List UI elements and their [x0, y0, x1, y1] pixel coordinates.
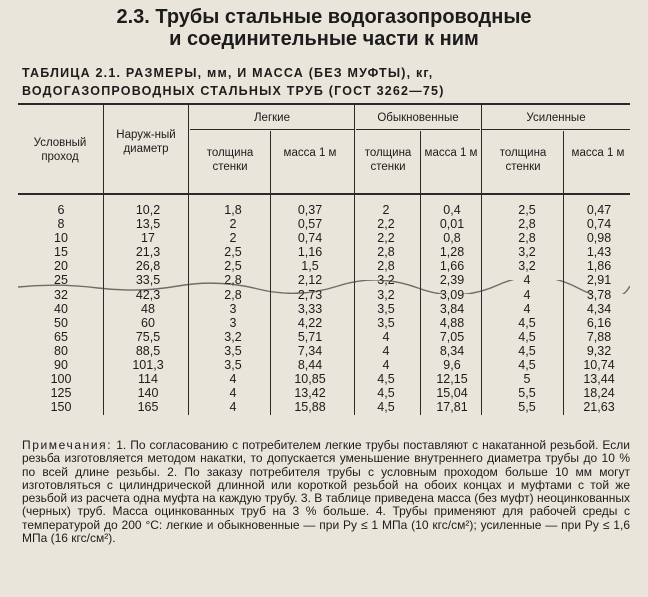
table-cell: 15 [54, 245, 68, 260]
table-cell: 3,5 [377, 315, 395, 330]
table-cell: 75,5 [135, 329, 161, 344]
section-title-line2: и соединительные части к ним [169, 28, 479, 50]
table-cell: 9,6 [443, 358, 461, 373]
table-cell: 1,86 [586, 259, 612, 274]
table-cell: 3,33 [297, 301, 323, 316]
table-cell: 32 [54, 287, 68, 302]
table-cell: 100 [50, 372, 72, 387]
table-cell: 2,12 [297, 273, 323, 288]
table-cell: 90 [54, 358, 68, 373]
table-cell: 50 [54, 315, 68, 330]
column-ordinary-mass [426, 203, 478, 414]
table-cell: 2,2 [377, 217, 395, 232]
table-cell: 7,88 [586, 329, 612, 344]
table-cell: 2,91 [586, 273, 612, 288]
column-reinforced-mass [572, 203, 626, 414]
table-cell: 60 [141, 315, 155, 330]
table-cell: 3,5 [224, 358, 242, 373]
table-cell: 4 [229, 372, 237, 387]
table-cell: 2,8 [518, 217, 536, 232]
table-cell: 150 [50, 400, 72, 415]
table-cell: 88,5 [135, 343, 161, 358]
header-bottom-rule [18, 193, 630, 195]
table-cell: 2,8 [518, 231, 536, 246]
table-cell: 17,81 [436, 400, 468, 415]
table-cell: 13,44 [583, 372, 615, 387]
table-cell: 114 [138, 372, 158, 387]
column-outer-diameter [118, 203, 178, 414]
table-cell: 3,2 [377, 287, 395, 302]
table-cell: 40 [54, 301, 68, 316]
group-underline-light [190, 129, 354, 130]
notes-text: 1. По согласованию с потребителем легкие трубы поставляют с накатанной резьбой. Если резьба изготовляется методом накатки, то допускается уменьшение внутреннего диаметра трубы до 10 % по всей длине резьбы. 2. По заказу потребителя трубы с условным проходом больше 10 мм могут изготовляться с цилиндрической длинной или короткой резьбой на обоих концах и муфтами с той же резьбой из расчета одна муфта на каждую трубу. 3. В таблице приведена масса (без муфт) неоцинкованных (черных) труб. Масса оцинкованных труб на 3 % больше. 4. Трубы применяют для рабочей среды с температурой до 200 °С: легкие и обыкновенные — при Pу ≤ 1 МПа (10 кгс/см²); усиленные — при Pу ≤ 1,6 МПа (16 кгс/см²). [22, 438, 630, 546]
column-light-mass [280, 203, 340, 414]
table-cell: 21,3 [135, 245, 161, 260]
table-cell: 4 [382, 343, 390, 358]
table-cell: 165 [137, 400, 159, 415]
group-underline-reinforced [482, 129, 630, 130]
table-cell: 48 [141, 301, 155, 316]
table-cell: 140 [137, 386, 159, 401]
section-title-line1: 2.3. Трубы стальные водогазопроводные [116, 6, 532, 28]
table-cell: 3,2 [518, 245, 536, 260]
column-nominal-bore [38, 203, 84, 414]
table-cell: 17 [141, 231, 155, 246]
table-cell: 2,73 [297, 287, 323, 302]
table-cell: 80 [54, 343, 68, 358]
table-cell: 25 [54, 273, 68, 288]
table-cell: 3,78 [586, 287, 612, 302]
table-cell: 10,74 [583, 358, 615, 373]
table-cell: 42,3 [135, 287, 161, 302]
vline-7 [563, 131, 564, 415]
table-top-rule [18, 103, 630, 105]
table-cell: 1,66 [439, 259, 465, 274]
vline-4 [354, 105, 355, 415]
table-cell: 0,4 [443, 203, 461, 217]
header-reinforced-mass: масса 1 м [571, 147, 625, 159]
table-cell: 125 [50, 386, 72, 401]
header-outer-diameter: Наруж-ный диаметр [116, 129, 176, 155]
table-cell: 2 [229, 217, 237, 232]
table-cell: 5,5 [518, 386, 536, 401]
table-cell: 7,05 [439, 329, 465, 344]
table-cell: 3,2 [224, 329, 242, 344]
table-cell: 4 [229, 400, 237, 415]
notes-paragraph [22, 439, 630, 545]
table-cell: 2,39 [439, 273, 465, 288]
vline-5 [420, 131, 421, 415]
table-cell: 8 [57, 217, 65, 232]
vline-3 [270, 131, 271, 415]
table-cell: 1,43 [586, 245, 612, 260]
table-cell: 3,2 [377, 273, 395, 288]
header-group-ordinary: Обыкновенные [377, 112, 459, 124]
table-cell: 18,24 [583, 386, 615, 401]
table-cell: 2,8 [224, 287, 242, 302]
table-cell: 7,34 [297, 343, 323, 358]
header-group-reinforced: Усиленные [526, 112, 586, 124]
table-cell: 10,85 [294, 372, 326, 387]
table-cell: 21,63 [583, 400, 615, 415]
header-light-mass: масса 1 м [283, 147, 337, 159]
table-cell: 0,47 [586, 203, 612, 217]
table-cell: 9,32 [586, 343, 612, 358]
table-cell: 2,5 [518, 203, 536, 217]
table-cell: 0,01 [439, 217, 465, 232]
table-cell: 4,88 [439, 315, 465, 330]
table-caption-line2: ВОДОГАЗОПРОВОДНЫХ СТАЛЬНЫХ ТРУБ (ГОСТ 3262—75) [22, 84, 445, 98]
table-cell: 0,8 [443, 231, 461, 246]
table-cell: 4,5 [518, 315, 536, 330]
table-cell: 2 [382, 203, 390, 217]
table-cell: 2,8 [377, 259, 395, 274]
table-cell: 0,74 [297, 231, 323, 246]
table-cell: 8,44 [297, 358, 323, 373]
table-cell: 2 [229, 231, 237, 246]
table-cell: 10 [54, 231, 68, 246]
table-cell: 13,5 [135, 217, 161, 232]
table-caption-line1: ТАБЛИЦА 2.1. РАЗМЕРЫ, мм, И МАССА (БЕЗ МУФТЫ), кг, [22, 66, 434, 80]
table-cell: 4 [382, 358, 390, 373]
group-underline-ordinary [356, 129, 480, 130]
header-group-light: Легкие [254, 112, 290, 124]
table-cell: 20 [54, 259, 68, 274]
table-cell: 3 [229, 301, 237, 316]
table-cell: 10,2 [135, 203, 161, 217]
table-cell: 4,5 [377, 372, 395, 387]
header-nominal-bore: Условный проход [33, 137, 87, 163]
table-cell: 1,28 [439, 245, 465, 260]
table-cell: 0,74 [586, 217, 612, 232]
table-cell: 4 [229, 386, 237, 401]
table-cell: 3 [229, 315, 237, 330]
table-cell: 4,34 [586, 301, 612, 316]
paper-crease [18, 280, 630, 294]
table-cell: 3,5 [224, 343, 242, 358]
header-light-wall: толщина стенки [206, 147, 254, 173]
table-cell: 6,16 [586, 315, 612, 330]
table-cell: 1,8 [224, 203, 242, 217]
table-cell: 3,2 [518, 259, 536, 274]
table-cell: 4,5 [518, 343, 536, 358]
vline-2 [188, 105, 189, 415]
table-cell: 2,5 [224, 259, 242, 274]
table-cell: 4,5 [518, 358, 536, 373]
table-cell: 5,5 [518, 400, 536, 415]
table-cell: 4,5 [518, 329, 536, 344]
table-cell: 0,98 [586, 231, 612, 246]
table-cell: 3,84 [439, 301, 465, 316]
table-cell: 2,8 [377, 245, 395, 260]
header-ordinary-mass: масса 1 м [424, 147, 478, 159]
table-cell: 4,5 [377, 386, 395, 401]
table-cell: 8,34 [439, 343, 465, 358]
table-cell: 33,5 [135, 273, 161, 288]
table-cell: 1,16 [297, 245, 323, 260]
table-cell: 6 [57, 203, 65, 217]
table-cell: 1,5 [301, 259, 319, 274]
vline-1 [103, 105, 104, 415]
header-ordinary-wall: толщина стенки [364, 147, 412, 173]
table-cell: 15,04 [436, 386, 468, 401]
table-cell: 4 [523, 301, 531, 316]
vline-6 [481, 105, 482, 415]
table-cell: 5,71 [297, 329, 323, 344]
table-cell: 4 [523, 273, 531, 288]
table-cell: 4 [523, 287, 531, 302]
table-cell: 15,88 [294, 400, 326, 415]
table-cell: 4 [382, 329, 390, 344]
table-cell: 2,5 [224, 245, 242, 260]
table-cell: 101,3 [132, 358, 164, 373]
notes-lead: Примечания: [22, 438, 113, 452]
header-reinforced-wall: толщина стенки [499, 147, 547, 173]
table-cell: 0,37 [297, 203, 323, 217]
table-cell: 12,15 [436, 372, 468, 387]
column-ordinary-wall [360, 203, 412, 414]
table-cell: 26,8 [135, 259, 161, 274]
table-cell: 13,42 [294, 386, 326, 401]
table-cell: 3,09 [439, 287, 465, 302]
table-cell: 5 [523, 372, 531, 387]
column-reinforced-wall [498, 203, 556, 414]
table-cell: 4,22 [297, 315, 323, 330]
table-cell: 65 [54, 329, 68, 344]
table-cell: 3,5 [377, 301, 395, 316]
table-cell: 0,57 [297, 217, 323, 232]
column-light-wall [204, 203, 262, 414]
table-cell: 4,5 [377, 400, 395, 415]
table-cell: 2,8 [224, 273, 242, 288]
table-cell: 2,2 [377, 231, 395, 246]
